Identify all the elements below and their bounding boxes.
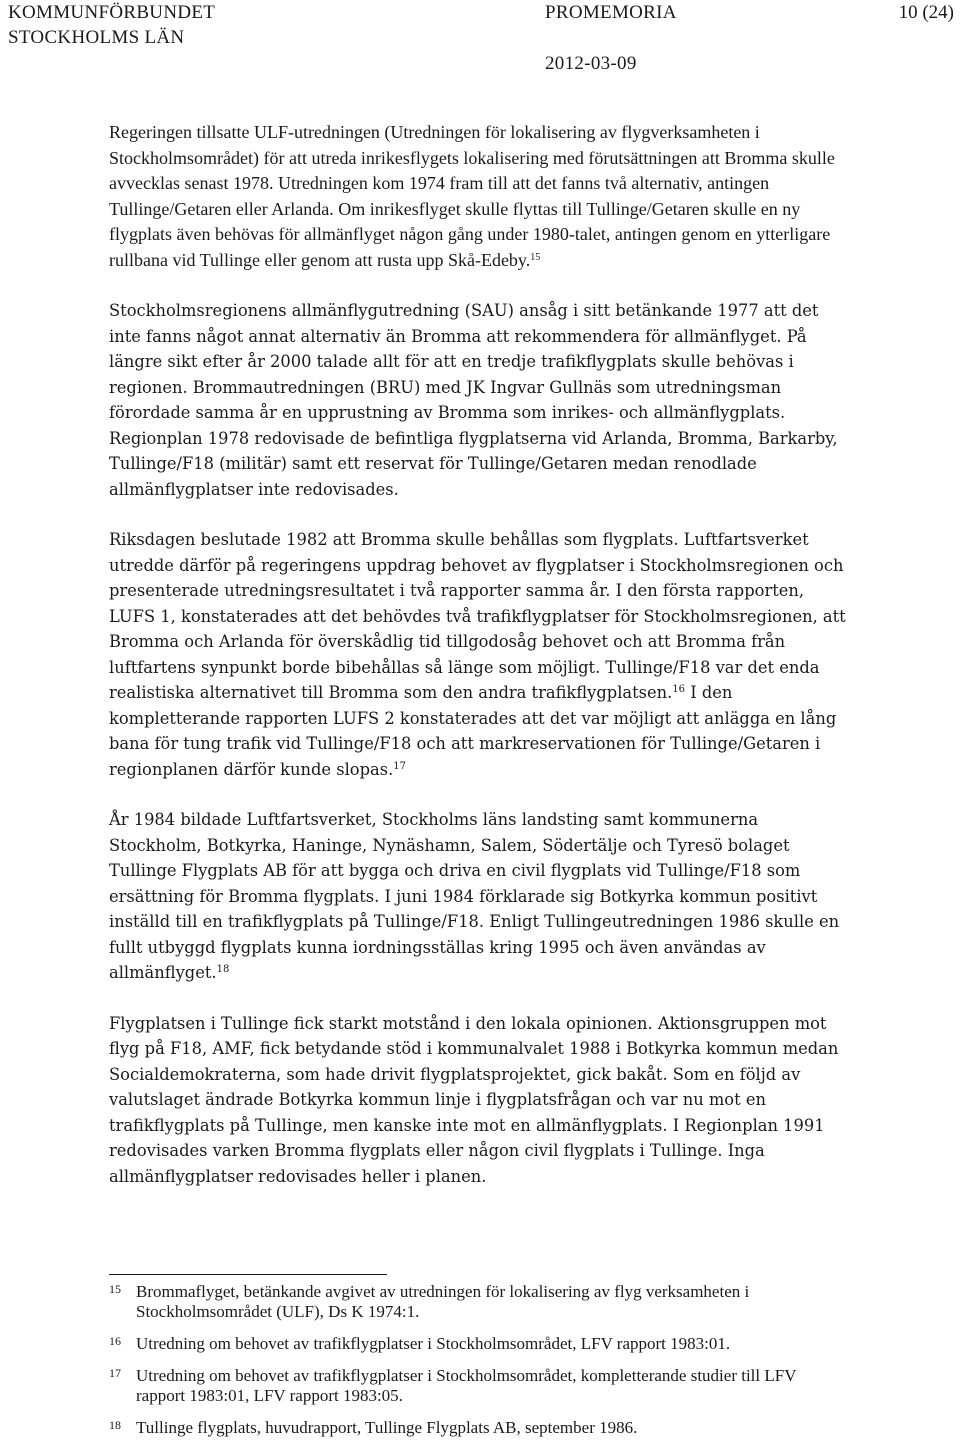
footnote-ref: 18	[216, 964, 230, 975]
paragraph-text: Riksdagen beslutade 1982 att Bromma skulle behållas som flygplats. Luftfartsverket utredde därför på regeringens uppdrag behovet av flygplatser i Stockholmsregionen och presenterade utredningsresultatet i två rapporter samma år. I den första rapporten, LUFS 1, konstaterades att det behövdes två trafikflygplatser för Stockholmsregionen, att Bromma och Arlanda för överskådlig tid tillgodosåg behovet och att Bromma från luftfartens synpunkt borde bibehållas så länge som möjligt. Tullinge/F18 var det enda realistiska alternativet till Bromma som den andra trafikflygplatsen.	[109, 530, 846, 702]
paragraph	[109, 807, 849, 986]
footnote-number: 17	[109, 1366, 121, 1380]
footnote	[109, 1418, 849, 1438]
paragraph	[109, 1011, 849, 1190]
footnote	[109, 1334, 849, 1354]
footnote-number: 15	[109, 1282, 121, 1296]
org-name-line2: STOCKHOLMS LÄN	[8, 27, 185, 48]
paragraph	[109, 527, 849, 782]
footnote-ref: 16	[672, 684, 686, 695]
footnote-text: Tullinge flygplats, huvudrapport, Tullinge Flygplats AB, september 1986.	[136, 1418, 638, 1437]
footnote-number: 16	[109, 1334, 121, 1348]
footnote-separator	[109, 1274, 387, 1275]
page-header	[0, 0, 960, 90]
document-body	[109, 120, 849, 1214]
page-number: 10 (24)	[898, 2, 954, 23]
footnotes	[109, 1282, 849, 1450]
footnote	[109, 1282, 849, 1322]
footnote	[109, 1366, 849, 1406]
footnote-text: Utredning om behovet av trafikflygplatser i Stockholmsområdet, kompletterande studier till LFV rapport 1983:01, LFV rapport 1983:05.	[136, 1366, 797, 1405]
document-type: PROMEMORIA	[545, 2, 677, 23]
paragraph-text: Regeringen tillsatte ULF-utredningen (Utredningen för lokalisering av flygverksamheten i Stockholmsområdet) för att utreda inrikesflygets lokalisering med förutsättningen att Bromma skulle avvecklas senast 1978. Utredningen kom 1974 fram till att det fanns två alternativ, antingen Tullinge/Getaren eller Arlanda. Om inrikesflyget skulle flyttas till Tullinge/Getaren skulle en ny flygplats även behövas för allmänflyget någon gång under 1980-talet, antingen genom en ytterligare rullbana vid Tullinge eller genom att rusta upp Skå-Edeby.	[109, 122, 835, 270]
paragraph	[109, 298, 849, 502]
document-date: 2012-03-09	[545, 53, 637, 74]
paragraph-text: Flygplatsen i Tullinge fick starkt motstånd i den lokala opinionen. Aktionsgruppen mot flyg på F18, AMF, fick betydande stöd i kommunalvalet 1988 i Botkyrka kommun medan Socialdemokraterna, som hade drivit flygplatsprojektet, gick bakåt. Som en följd av valutslaget ändrade Botkyrka kommun linje i flygplatsfrågan och var nu mot en trafikflygplats på Tullinge, men kanske inte mot en allmänflygplats. I Regionplan 1991 redovisades varken Bromma flygplats eller någon civil flygplats i Tullinge. Inga allmänflygplatser redovisades heller i planen.	[109, 1013, 839, 1186]
paragraph-text: År 1984 bildade Luftfartsverket, Stockholms läns landsting samt kommunerna Stockholm, Botkyrka, Haninge, Nynäshamn, Salem, Södertälje och Tyresö bolaget Tullinge Flygplats AB för att bygga och driva en civil flygplats vid Tullinge/F18 som ersättning för Bromma flygplats. I juni 1984 förklarade sig Botkyrka kommun positivt inställd till en trafikflygplats på Tullinge/F18. Enligt Tullingeutredningen 1986 skulle en fullt utbyggd flygplats kunna iordningsställas kring 1995 och även användas av allmänflyget.	[109, 810, 840, 982]
paragraph	[109, 120, 849, 273]
footnote-number: 18	[109, 1418, 121, 1432]
footnote-ref: 17	[393, 760, 406, 772]
footnote-text: Brommaflyget, betänkande avgivet av utredningen för lokalisering av flyg verksamheten i Stockholmsområdet (ULF), Ds K 1974:1.	[136, 1282, 750, 1321]
paragraph-text: Stockholmsregionens allmänflygutredning (SAU) ansåg i sitt betänkande 1977 att det inte fanns något annat alternativ än Bromma att rekommendera för allmänflyget. På längre sikt efter år 2000 talade allt för att en tredje trafikflygplats skulle behövas i regionen. Brommautredningen (BRU) med JK Ingvar Gullnäs som utredningsman förordade samma år en upprustning av Bromma som inrikes- och allmänflygplats. Regionplan 1978 redovisade de befintliga flygplatserna vid Arlanda, Bromma, Barkarby, Tullinge/F18 (militär) samt ett reservat för Tullinge/Getaren medan renodlade allmänflygplatser inte redovisades.	[109, 301, 838, 499]
paragraph-text: I den kompletterande rapporten LUFS 2 konstaterades att det var möjligt att anlägga en lång bana för tung trafik vid Tullinge/F18 och att markreservationen för Tullinge/Getaren i regionplanen därför kunde slopas.	[109, 683, 837, 779]
footnote-ref: 15	[530, 251, 541, 263]
footnote-text: Utredning om behovet av trafikflygplatser i Stockholmsområdet, LFV rapport 1983:01.	[136, 1334, 731, 1353]
org-name-line1: KOMMUNFÖRBUNDET	[8, 2, 216, 23]
